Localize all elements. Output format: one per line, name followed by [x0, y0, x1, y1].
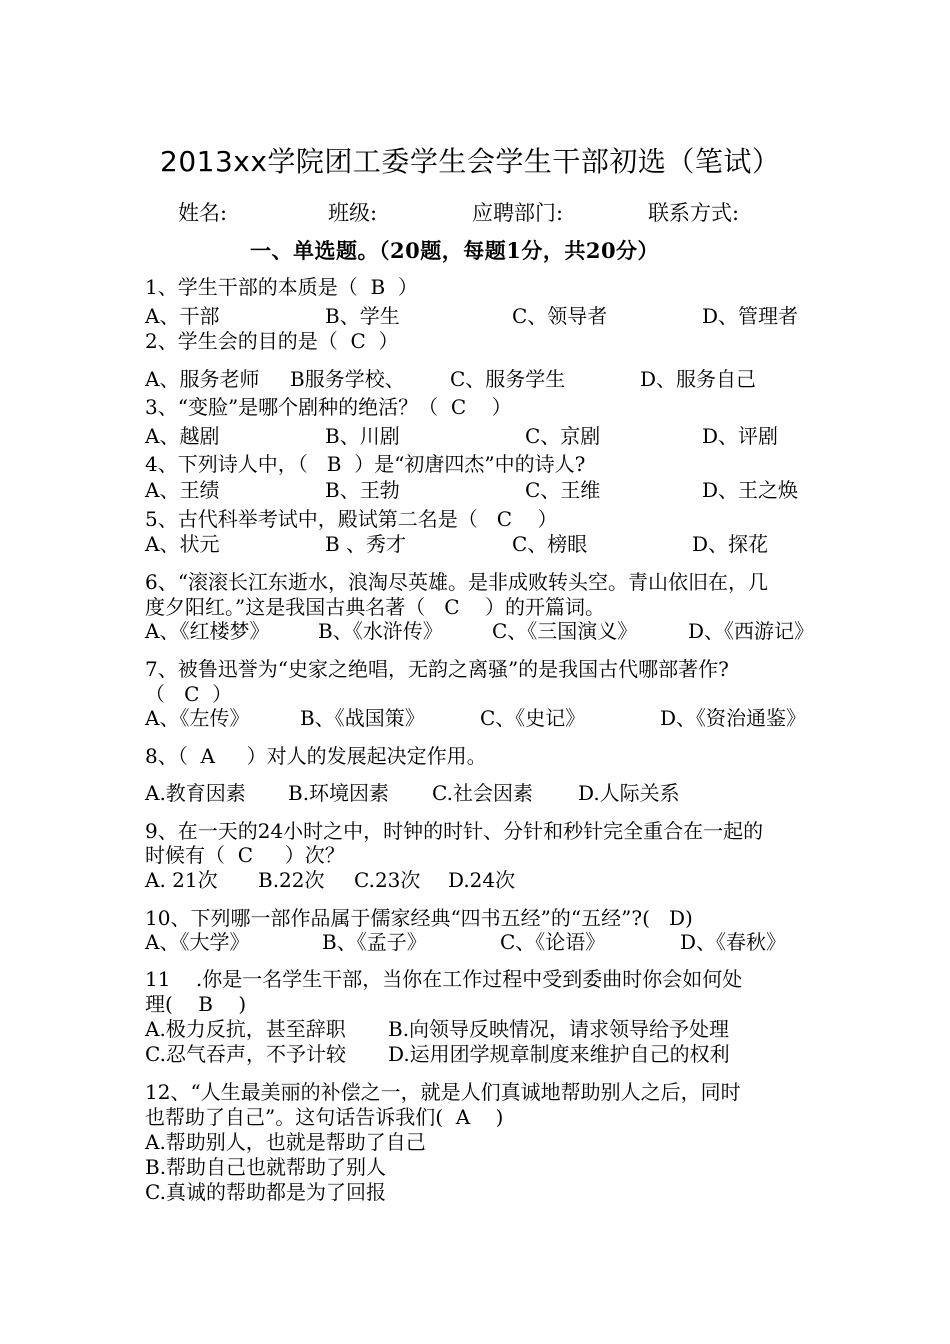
contact-label: 联系方式: [648, 201, 740, 225]
section-heading: 一、单选题。（20题，每题1分，共20分） [250, 238, 660, 263]
question-7-line-2: （ C ） [145, 682, 233, 706]
option-d: D、管理者 [702, 304, 799, 328]
option-a: A、干部 [145, 304, 220, 328]
question-7-line-1: 7、被鲁迅誉为“史家之绝唱，无韵之离骚”的是我国古代哪部著作? [145, 657, 729, 681]
question-9-line-1: 9、在一天的24小时之中，时钟的时针、分针和秒针完全重合在一起的 [145, 819, 764, 843]
option-d: D.运用团学规章制度来维护自己的权利 [388, 1042, 730, 1066]
question-12-option-b: B.帮助自己也就帮助了别人 [145, 1155, 387, 1179]
option-a: A. 21次 [145, 868, 218, 892]
option-a: A、《红楼梦》 [145, 619, 270, 643]
option-d: D、探花 [692, 532, 769, 556]
option-a: A、《大学》 [145, 930, 250, 954]
option-d: D、王之焕 [702, 478, 799, 502]
option-d: D、评剧 [702, 424, 779, 448]
question-7-options [0, 706, 950, 732]
option-b: B服务学校、 [290, 367, 405, 391]
option-b: B.向领导反映情况，请求领导给予处理 [388, 1017, 730, 1041]
option-c: C、《史记》 [480, 706, 586, 730]
option-b: B 、秀才 [325, 532, 407, 556]
option-b: B.环境因素 [288, 781, 390, 805]
question-8: 8、（ A ）对人的发展起决定作用。 [145, 744, 487, 768]
option-d: D、服务自己 [640, 367, 757, 391]
option-d: D、《春秋》 [680, 930, 787, 954]
question-11-options-row-2 [0, 1042, 950, 1068]
question-12-line-1: 12、“人生最美丽的补偿之一，就是人们真诚地帮助别人之后，同时 [145, 1080, 741, 1104]
option-c: C.23次 [354, 868, 421, 892]
option-c: C、榜眼 [512, 532, 588, 556]
option-c: C、《三国演义》 [492, 619, 638, 643]
option-b: B、《水浒传》 [318, 619, 443, 643]
question-4-options [0, 478, 950, 504]
student-info-row [0, 200, 950, 228]
option-a: A.教育因素 [145, 781, 246, 805]
option-c: C.忍气吞声，不予计较 [145, 1042, 346, 1066]
option-c: C、《论语》 [500, 930, 606, 954]
option-b: B、王勃 [325, 478, 400, 502]
question-3: 3、“变脸”是哪个剧种的绝活？（ C ） [145, 395, 512, 419]
question-2-options [0, 367, 950, 393]
question-11-options-row-1 [0, 1017, 950, 1043]
class-label: 班级: [328, 201, 378, 225]
option-a: A、服务老师 [145, 367, 260, 391]
option-c: C、王维 [525, 478, 601, 502]
question-8-options [0, 781, 950, 807]
option-d: D.人际关系 [578, 781, 680, 805]
page-title: 2013xx学院团工委学生会学生干部初选（笔试） [160, 145, 781, 178]
option-c: C、领导者 [512, 304, 608, 328]
option-d: D.24次 [448, 868, 516, 892]
option-b: B、川剧 [325, 424, 400, 448]
option-d: D、《西游记》 [688, 619, 815, 643]
option-c: C、服务学生 [450, 367, 566, 391]
option-a: A、状元 [145, 532, 220, 556]
option-b: B、《孟子》 [322, 930, 427, 954]
option-d: D、《资治通鉴》 [660, 706, 807, 730]
option-a: A、《左传》 [145, 706, 250, 730]
question-12-option-c: C.真诚的帮助都是为了回报 [145, 1180, 386, 1204]
question-6-line-2: 度夕阳红。”这是我国古典名著（ C ）的开篇词。 [145, 595, 606, 619]
option-b: B、学生 [325, 304, 400, 328]
department-label: 应聘部门: [472, 201, 564, 225]
question-10-options [0, 930, 950, 956]
option-c: C.社会因素 [432, 781, 533, 805]
question-2: 2、学生会的目的是（ C ） [145, 329, 399, 353]
question-5: 5、古代科举考试中，殿试第二名是（ C ） [145, 507, 558, 531]
question-12-option-a: A.帮助别人，也就是帮助了自己 [145, 1130, 426, 1154]
question-9-options [0, 868, 950, 894]
question-4: 4、下列诗人中，（ B ）是“初唐四杰”中的诗人? [145, 452, 586, 476]
question-1: 1、学生干部的本质是（ B ） [145, 275, 418, 299]
question-11-line-1: 11 .你是一名学生干部，当你在工作过程中受到委曲时你会如何处 [145, 967, 743, 991]
question-6-options [0, 619, 950, 645]
question-9-line-2: 时候有（ C ）次？ [145, 843, 345, 867]
option-a: A、越剧 [145, 424, 220, 448]
question-3-options [0, 424, 950, 450]
option-b: B.22次 [258, 868, 325, 892]
question-5-options [0, 532, 950, 558]
option-c: C、京剧 [525, 424, 601, 448]
question-6-line-1: 6、“滚滚长江东逝水，浪淘尽英雄。是非成败转头空。青山依旧在，几 [145, 570, 768, 594]
question-11-line-2: 理( B ) [145, 992, 247, 1016]
option-a: A、王绩 [145, 478, 220, 502]
name-label: 姓名: [178, 201, 228, 225]
question-10: 10、下列哪一部作品属于儒家经典“四书五经”的“五经”?( D) [145, 906, 693, 930]
question-1-options [0, 304, 950, 330]
option-a: A.极力反抗，甚至辞职 [145, 1017, 346, 1041]
question-12-line-2: 也帮助了自己”。这句话告诉我们( A ) [145, 1105, 504, 1129]
option-b: B、《战国策》 [300, 706, 425, 730]
